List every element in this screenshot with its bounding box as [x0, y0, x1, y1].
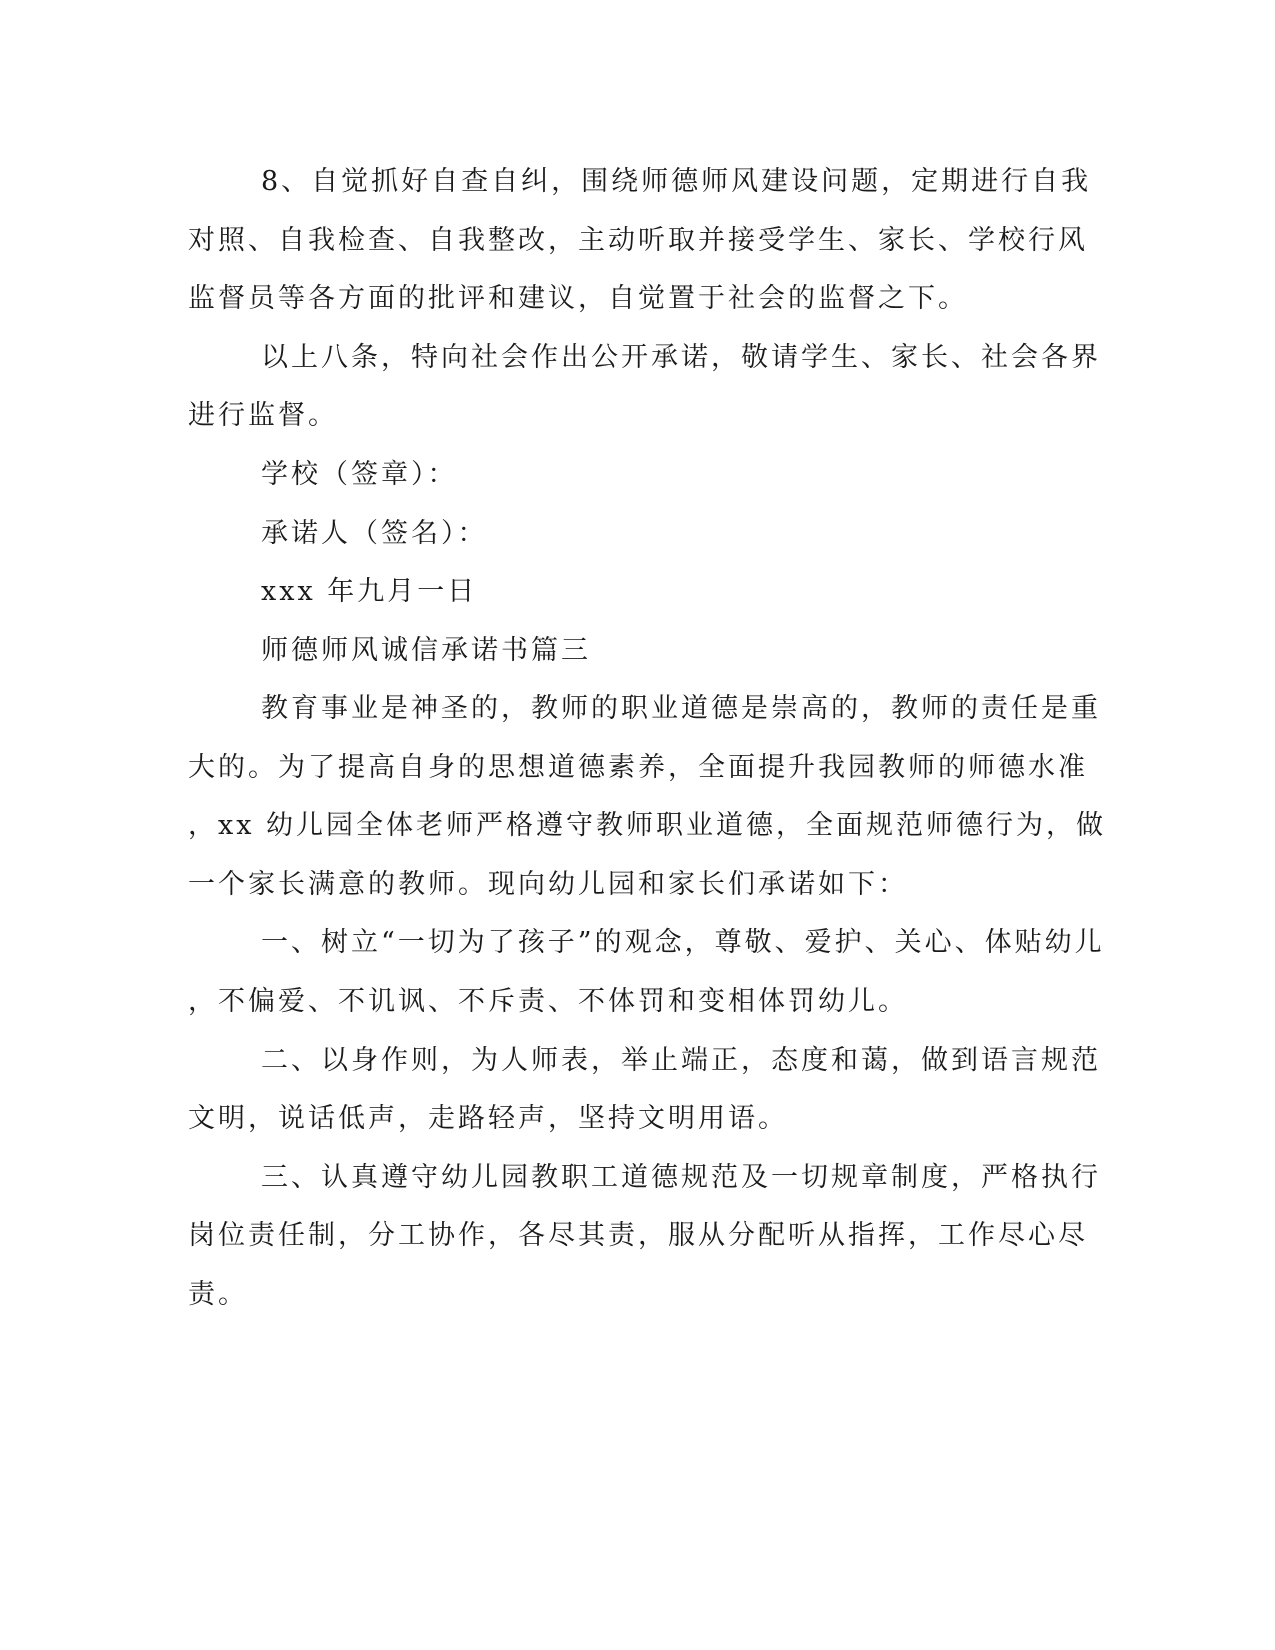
- text-line: 一个家长满意的教师。现向幼儿园和家长们承诺如下：: [188, 869, 908, 900]
- text-line: 8、自觉抓好自查自纠，围绕师德师风建设问题，定期进行自我: [261, 166, 1092, 197]
- text-line: 对照、自我检查、自我整改，主动听取并接受学生、家长、学校行风: [188, 225, 1088, 256]
- text-line: 三、认真遵守幼儿园教职工道德规范及一切规章制度，严格执行: [261, 1162, 1101, 1193]
- text-line: xxx 年九月一日: [261, 576, 478, 607]
- text-line: ，xx 幼儿园全体老师严格遵守教师职业道德，全面规范师德行为，做: [188, 810, 1107, 841]
- text-line: ，不偏爱、不讥讽、不斥责、不体罚和变相体罚幼儿。: [188, 986, 908, 1017]
- text-line: 进行监督。: [188, 400, 338, 431]
- text-line: 二、以身作则，为人师表，举止端正，态度和蔼，做到语言规范: [261, 1045, 1101, 1076]
- text-line: 承诺人（签名）：: [261, 518, 488, 549]
- text-line: 岗位责任制，分工协作，各尽其责，服从分配听从指挥，工作尽心尽: [188, 1220, 1088, 1251]
- text-line: 大的。为了提高自身的思想道德素养，全面提升我园教师的师德水准: [188, 752, 1088, 783]
- section-heading: 师德师风诚信承诺书篇三: [261, 635, 591, 666]
- text-line: 以上八条，特向社会作出公开承诺，敬请学生、家长、社会各界: [261, 342, 1101, 373]
- text-line: 教育事业是神圣的，教师的职业道德是崇高的，教师的责任是重: [261, 693, 1101, 724]
- text-line: 监督员等各方面的批评和建议，自觉置于社会的监督之下。: [188, 283, 968, 314]
- text-line: 一、树立“一切为了孩子”的观念，尊敬、爱护、关心、体贴幼儿: [261, 927, 1105, 958]
- text-line: 学校（签章）：: [261, 459, 458, 490]
- text-line: 责。: [188, 1279, 248, 1310]
- text-line: 文明，说话低声，走路轻声，坚持文明用语。: [188, 1103, 788, 1134]
